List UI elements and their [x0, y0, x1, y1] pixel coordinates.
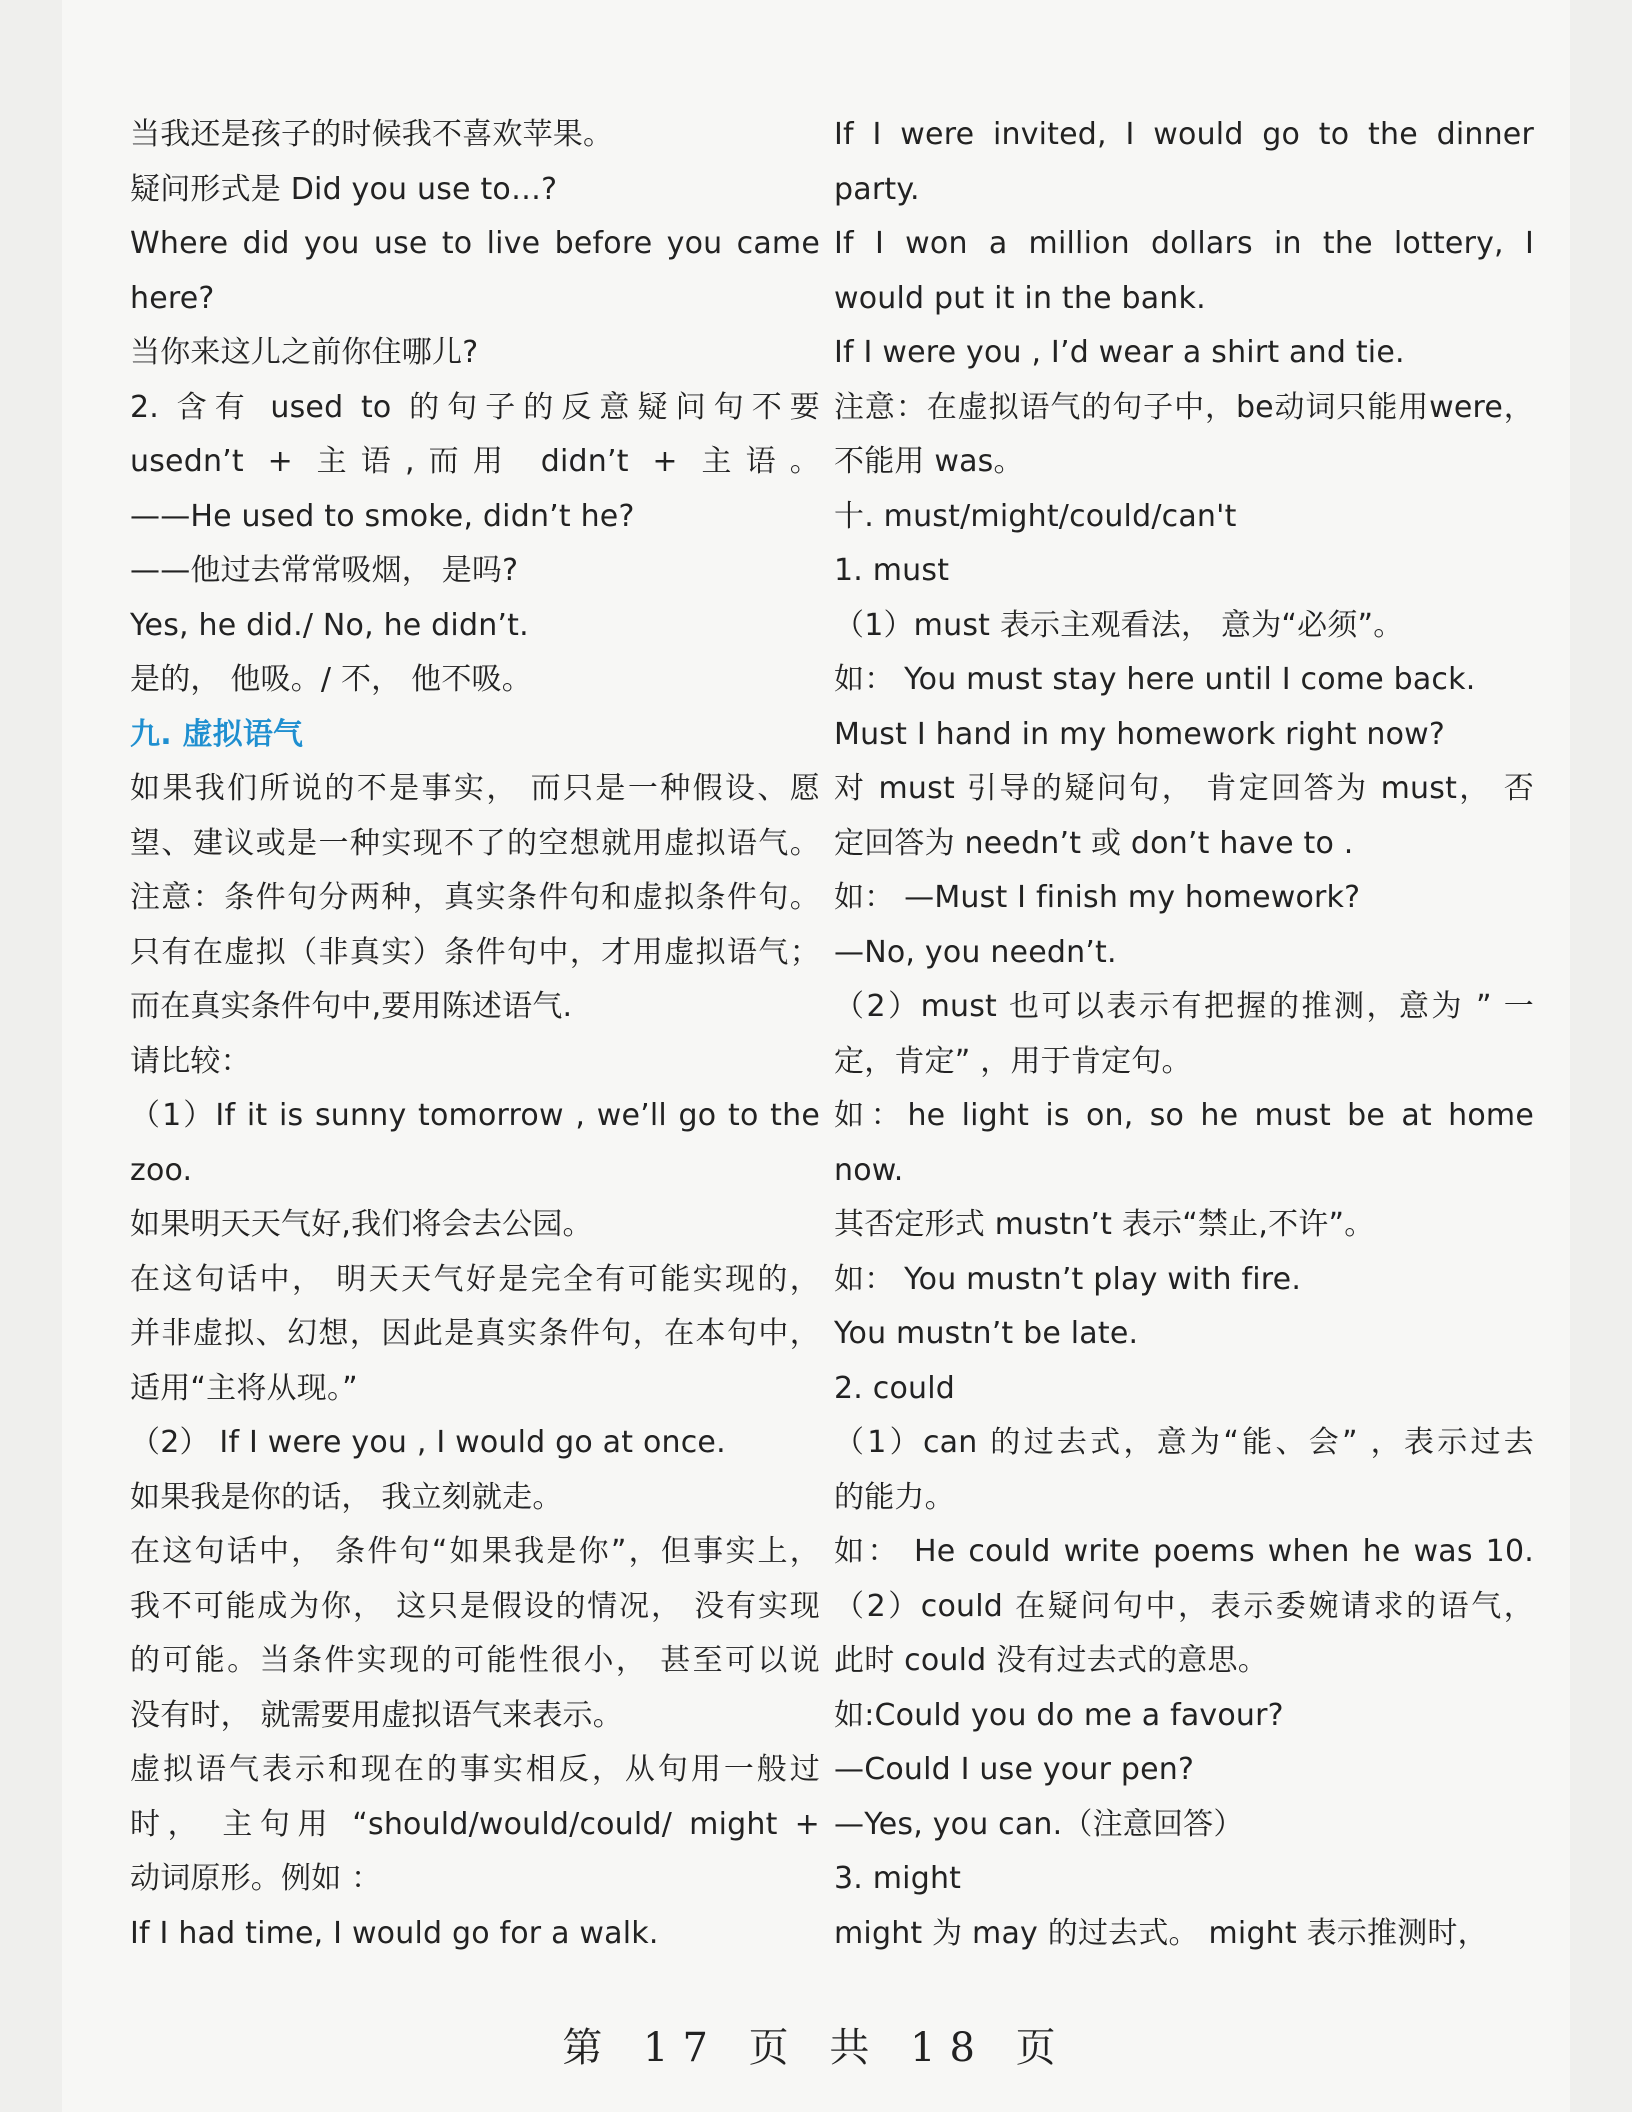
left-column-line: 的可能。当条件实现的可能性很小， 甚至可以说: [130, 1643, 820, 1678]
left-column-line: If I had time, I would go for a walk.: [130, 1915, 659, 1951]
right-column-line: Must I hand in my homework right now?: [834, 716, 1446, 752]
left-column-line: 在这句话中， 条件句“如果我是你”，但事实上，: [130, 1534, 820, 1569]
right-column-line: 如： You mustn’t play with fire.: [834, 1261, 1302, 1297]
right-column-line: 定回答为 needn’t 或 don’t have to .: [834, 825, 1354, 861]
left-column-line: Yes, he did./ No, he didn’t.: [130, 607, 529, 643]
left-column-line: zoo.: [130, 1152, 193, 1188]
right-column-line: If I won a million dollars in the lottery, I: [834, 226, 1534, 261]
left-column-line: 时， 主句用 “should/would/could/ might +: [130, 1806, 820, 1842]
left-column-line: 在这句话中， 明天天气好是完全有可能实现的，: [130, 1261, 820, 1297]
left-column-line: 是的， 他吸。/ 不， 他不吸。: [130, 662, 532, 697]
left-column-line: 没有时， 就需要用虚拟语气来表示。: [130, 1697, 623, 1733]
right-column-line: might 为 may 的过去式。 might 表示推测时，: [834, 1915, 1488, 1951]
right-column-line: 十. must/might/could/can't: [834, 498, 1237, 534]
left-column-line: usedn’t + 主语,而用 didn’t + 主语。: [130, 444, 820, 479]
right-column-line: 如:Could you do me a favour?: [834, 1697, 1284, 1733]
right-column-line: —Yes, you can.（注意回答）: [834, 1806, 1244, 1842]
right-column-line: 对 must 引导的疑问句， 肯定回答为 must， 否: [834, 771, 1534, 806]
left-column-line: 望、建议或是一种实现不了的空想就用虚拟语气。: [130, 825, 820, 861]
right-column-line: 的能力。: [834, 1479, 955, 1515]
right-column-line: If I were you , I’d wear a shirt and tie.: [834, 335, 1405, 370]
right-column: [834, 108, 1534, 1961]
right-column-line: 如： —Must I finish my homework?: [834, 880, 1361, 915]
right-column-line: 注意：在虚拟语气的句子中，be动词只能用were，: [834, 389, 1534, 425]
left-column-line: 如果我是你的话， 我立刻就走。: [130, 1479, 563, 1515]
left-column-line: 2. 含有 used to 的句子的反意疑问句不要: [130, 389, 820, 425]
right-column-line: You mustn’t be late.: [834, 1316, 1139, 1351]
right-column-line: 定，肯定” ，用于肯定句。: [834, 1043, 1192, 1079]
left-column-line: 注意：条件句分两种，真实条件句和虚拟条件句。: [130, 880, 820, 915]
left-column-line: 虚拟语气表示和现在的事实相反，从句用一般过: [130, 1752, 820, 1787]
right-column-line: 如：he light is on, so he must be at home: [834, 1098, 1534, 1133]
right-column-line: —No, you needn’t.: [834, 934, 1117, 970]
left-column-line: 疑问形式是 Did you use to…?: [130, 171, 558, 207]
right-column-line: 2. could: [834, 1370, 955, 1406]
left-column: [130, 108, 820, 1961]
right-column-line: —Could I use your pen?: [834, 1752, 1195, 1787]
left-column-line: Where did you use to live before you came: [130, 226, 820, 261]
left-column-line: here?: [130, 280, 215, 316]
left-column-line: 适用“主将从现。”: [130, 1370, 358, 1406]
right-column-line: （1）must 表示主观看法， 意为“必须”。: [834, 607, 1404, 643]
right-column-line: 此时 could 没有过去式的意思。: [834, 1643, 1268, 1678]
section-heading: 九. 虚拟语气: [130, 716, 304, 752]
right-column-line: would put it in the bank.: [834, 280, 1206, 316]
right-column-line: 如： You must stay here until I come back.: [834, 662, 1476, 697]
left-column-line: 请比较：: [130, 1043, 251, 1079]
left-column-line: 如果我们所说的不是事实， 而只是一种假设、愿: [130, 771, 820, 806]
left-column-line: （2） If I were you , I would go at once.: [130, 1425, 726, 1460]
left-column-line: 并非虚拟、幻想，因此是真实条件句，在本句中，: [130, 1316, 820, 1351]
right-column-line: （2）could 在疑问句中，表示委婉请求的语气，: [834, 1588, 1534, 1624]
left-column-line: ——He used to smoke, didn’t he?: [130, 498, 635, 534]
right-column-line: If I were invited, I would go to the dinner: [834, 117, 1534, 152]
right-column-line: （2）must 也可以表示有把握的推测，意为 ” 一: [834, 989, 1534, 1024]
left-column-line: 动词原形。例如 ：: [130, 1861, 382, 1896]
right-column-line: now.: [834, 1152, 904, 1188]
document-page: [62, 0, 1570, 2112]
left-column-line: 当我还是孩子的时候我不喜欢苹果。: [130, 117, 614, 152]
right-column-line: 如： He could write poems when he was 10.: [834, 1534, 1534, 1569]
left-column-line: ——他过去常常吸烟， 是吗?: [130, 553, 519, 588]
right-column-line: （1）can 的过去式，意为“能、会” ，表示过去: [834, 1425, 1534, 1460]
right-column-line: 不能用 was。: [834, 444, 1024, 479]
left-column-line: 只有在虚拟（非真实）条件句中，才用虚拟语气；: [130, 934, 820, 970]
right-column-line: 1. must: [834, 553, 950, 588]
right-column-line: 其否定形式 mustn’t 表示“禁止,不许”。: [834, 1207, 1375, 1242]
page-footer: 第 17 页 共 18 页: [562, 2025, 1070, 2071]
left-column-line: （1）If it is sunny tomorrow , we’ll go to the: [130, 1098, 820, 1133]
left-column-line: 当你来这儿之前你住哪儿?: [130, 335, 479, 370]
left-column-line: 我不可能成为你， 这只是假设的情况， 没有实现: [130, 1588, 820, 1624]
left-column-line: 如果明天天气好,我们将会去公园。: [130, 1207, 593, 1242]
left-column-line: 而在真实条件句中,要用陈述语气.: [130, 989, 573, 1024]
right-column-line: party.: [834, 171, 920, 207]
right-column-line: 3. might: [834, 1861, 962, 1896]
